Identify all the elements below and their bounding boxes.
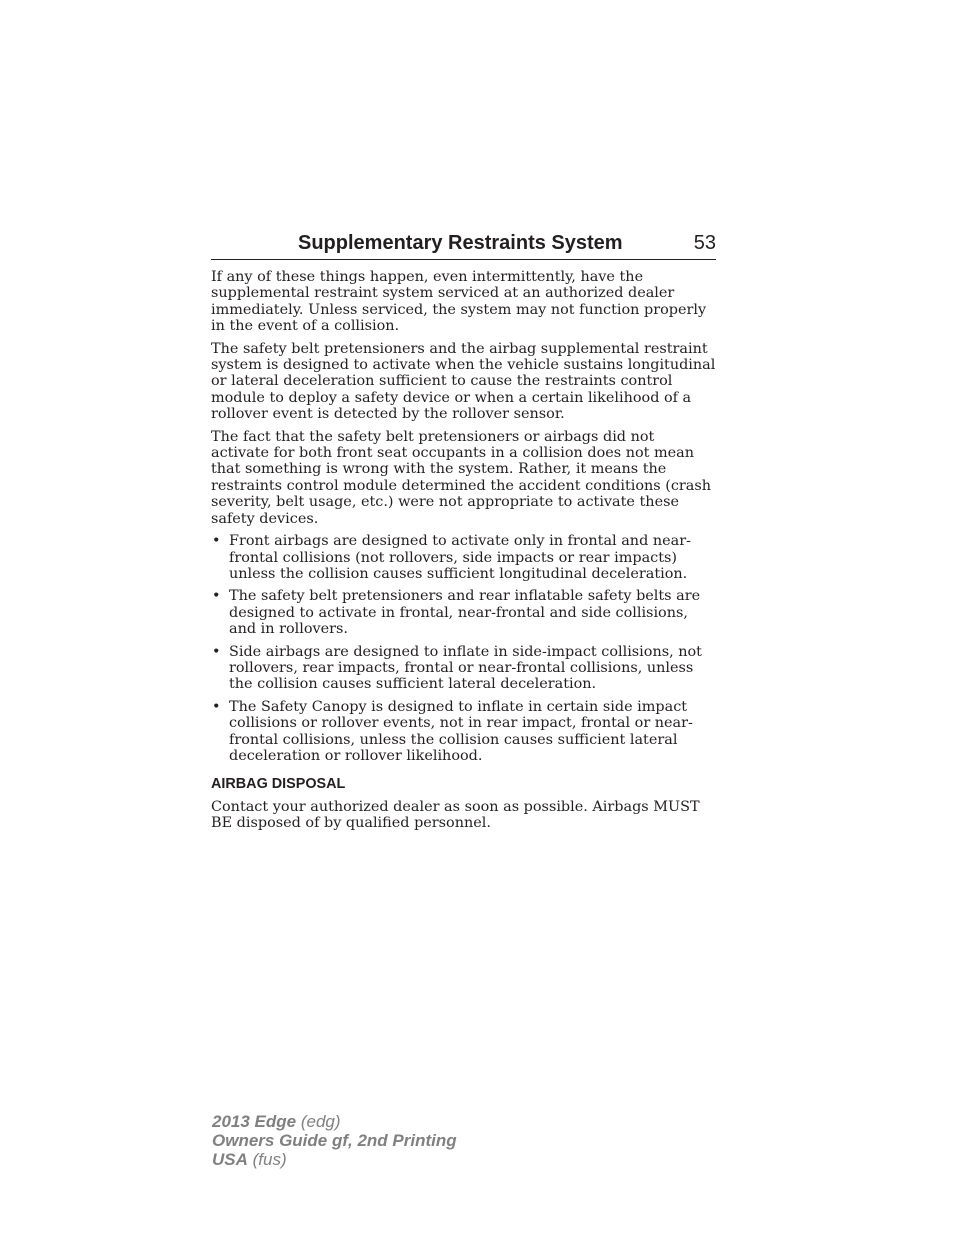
list-item-text: Front airbags are designed to activate only in frontal and near-frontal collisions (not rollovers, side impacts or rear impacts) unless the collision causes sufficient longitudinal deceleration. — [229, 533, 691, 582]
paragraph-airbag-disposal: Contact your authorized dealer as soon as possible. Airbags MUST BE disposed of by qualified personnel. — [211, 798, 700, 832]
footer-line-guide — [212, 1131, 457, 1150]
footer-guide-edition: Owners Guide gf, 2nd Printing — [212, 1131, 457, 1150]
bullet-icon: • — [212, 588, 221, 605]
list-item — [211, 699, 716, 765]
list-item-text: The safety belt pretensioners and rear inflatable safety belts are designed to activate in frontal, near-frontal and side collisions, and in rollovers. — [229, 588, 701, 638]
list-item — [211, 644, 716, 693]
bullet-icon: • — [212, 533, 221, 550]
page-header — [211, 229, 716, 260]
bullet-icon: • — [212, 698, 221, 715]
footer-line-model — [212, 1112, 457, 1131]
page-number: 53 — [693, 232, 716, 254]
bullet-icon: • — [212, 643, 221, 660]
footer-model-code: (edg) — [296, 1112, 341, 1131]
list-item-text: Side airbags are designed to inflate in side-impact collisions, not rollovers, rear impacts, frontal or near-frontal collisions, unless the collision causes sufficient lateral deceleration. — [229, 643, 702, 693]
list-item-text: The Safety Canopy is designed to inflate in certain side impact collisions or rollover events, not in rear impact, frontal or near-frontal collisions, unless the collision causes sufficient lateral deceleration or rollover likelihood. — [229, 698, 693, 764]
footer-market-code: (fus) — [247, 1150, 287, 1169]
footer-market-name: USA — [212, 1150, 248, 1169]
activation-bullet-list — [211, 533, 716, 764]
list-item — [211, 588, 716, 637]
section-heading-airbag-disposal: AIRBAG DISPOSAL — [211, 776, 346, 793]
list-item — [211, 533, 716, 582]
page-title: Supplementary Restraints System — [298, 232, 623, 254]
page-body — [211, 269, 716, 838]
paragraph-pretensioners: The safety belt pretensioners and the airbag supplemental restraint system is designed to activate when the vehicle sustains longitudinal or lateral deceleration sufficient to cause the restraints control module to deploy a safety device or when a certain likelihood of a rollover event is detected by the rollover sensor. — [211, 340, 716, 423]
footer-model-name: 2013 Edge — [212, 1112, 297, 1131]
footer-line-market — [212, 1150, 457, 1169]
page-footer — [212, 1112, 457, 1169]
paragraph-not-activated: The fact that the safety belt pretensioners or airbags did not activate for both front seat occupants in a collision does not mean that something is wrong with the system. Rather, it means the restraints control module determined the accident conditions (crash severity, belt usage, etc.) were not appropriate to activate these safety devices. — [211, 428, 712, 527]
paragraph-intro: If any of these things happen, even intermittently, have the supplemental restraint system serviced at an authorized dealer immediately. Unless serviced, the system may not function properly in the event of a collision. — [211, 269, 707, 335]
